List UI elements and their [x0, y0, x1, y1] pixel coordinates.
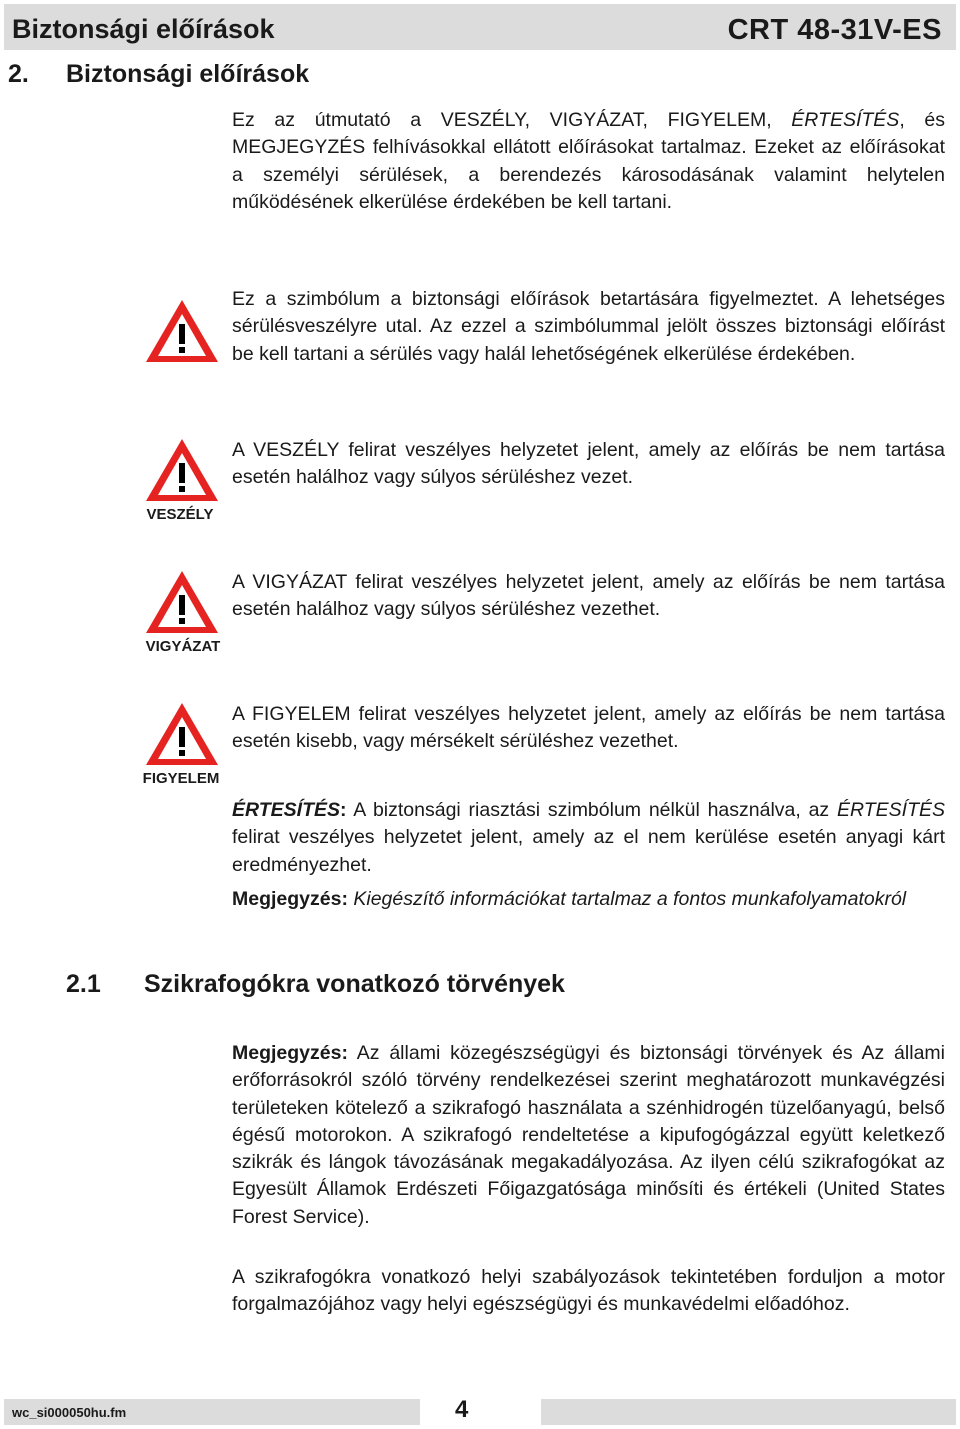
caution-description: A FIGYELEM felirat veszélyes helyzetet jelent, amely az előírás be nem tartása esetén kisebb, vagy mérsékelt sérüléshez vezethet. — [232, 703, 945, 753]
danger-label: VESZÉLY — [146, 506, 214, 523]
section-number: 2. — [8, 60, 29, 88]
danger-description: A VESZÉLY felirat veszélyes helyzetet jelent, amely az előírás be nem tartása esetén halálhoz vagy súlyos sérüléshez vezet. — [232, 439, 945, 489]
warning-triangle-icon — [144, 701, 220, 767]
warning-label: VIGYÁZAT — [145, 638, 221, 655]
footer-right-bar — [541, 1399, 956, 1425]
law-note-label: Megjegyzés: — [232, 1042, 348, 1064]
warning-description: A VIGYÁZAT felirat veszélyes helyzetet jelent, amely az előírás be nem tartása esetén halálhoz vagy súlyos sérüléshez vezethet. — [232, 571, 945, 621]
notice-label: ÉRTESÍTÉS — [232, 799, 341, 821]
note-paragraph — [232, 886, 945, 913]
notice-text-1: A biztonsági riasztási szimbólum nélkül használva, az — [346, 799, 837, 821]
subsection-heading — [66, 970, 565, 999]
warning-triangle-icon — [144, 569, 220, 635]
page-number: 4 — [455, 1396, 469, 1423]
law-note-text: Az állami közegészségügyi és biztonsági törvények és Az állami erőforrásokról szóló törvény rendelkezései szerint meghatározott munkavégzési területeken kötelező a szikrafogó használata a szénhidrogén tüzelőanyagú, belső égésű motorokon. A szikrafogó rendeltetése a kipufogógázzal együtt keletkező szikrák és lángok távozásának megakadályozása. Az ilyen célú szikrafogókat az Egyesült Államok Erdészeti Főigazgatósága minősíti és értékeli (United States Forest Service). — [232, 1042, 945, 1228]
header-model: CRT 48-31V-ES — [727, 14, 942, 46]
notice-text-2: felirat veszélyes helyzetet jelent, amely az el nem kerülése esetén anyagi kárt eredményezhet. — [232, 826, 945, 876]
warning-triangle-icon — [144, 437, 220, 503]
section-heading — [8, 60, 309, 89]
section-title: Biztonsági előírások — [66, 60, 310, 88]
subsection-title: Szikrafogókra vonatkozó törvények — [144, 970, 565, 998]
footer-filename: wc_si000050hu.fm — [12, 1405, 127, 1420]
notice-paragraph — [232, 797, 945, 879]
intro-text-2: , és MEGJEGYZÉS felhívásokkal ellátott előírásokat tartalmaz. Ezeket az előírásokat a személyi sérülések, a berendezés károsodásának valamint helytelen működésének elkerülése érdekében be kell tartani. — [232, 109, 945, 213]
law-note-paragraph — [232, 1040, 945, 1231]
subsection-number: 2.1 — [66, 970, 101, 998]
intro-paragraph — [232, 107, 945, 216]
warning-triangle-icon — [144, 298, 220, 364]
footer-file-bar — [4, 1399, 420, 1425]
note-text: Kiegészítő információkat tartalmaz a fontos munkafolyamatokról — [347, 888, 907, 910]
notice-colon: : — [340, 799, 347, 821]
local-rules-paragraph: A szikrafogókra vonatkozó helyi szabályozások tekintetében forduljon a motor forgalmazójához vagy helyi egészségügyi és munkavédelmi előadóhoz. — [232, 1266, 945, 1316]
notice-italic: ÉRTESÍTÉS — [836, 799, 945, 821]
symbol-description: Ez a szimbólum a biztonsági előírások betartására figyelmeztet. A lehetséges sérülésveszélyre utal. Az ezzel a szimbólummal jelölt összes biztonsági előírást be kell tartani a sérülés vagy halál lehetőségének elkerülése érdekében. — [232, 288, 945, 365]
intro-text-1: Ez az útmutató a VESZÉLY, VIGYÁZAT, FIGYELEM, — [232, 109, 792, 131]
page-header — [4, 4, 956, 50]
intro-italic: ÉRTESÍTÉS — [791, 109, 900, 131]
caution-label: FIGYELEM — [142, 770, 220, 787]
header-title: Biztonsági előírások — [12, 14, 275, 44]
note-label: Megjegyzés: — [232, 888, 348, 910]
